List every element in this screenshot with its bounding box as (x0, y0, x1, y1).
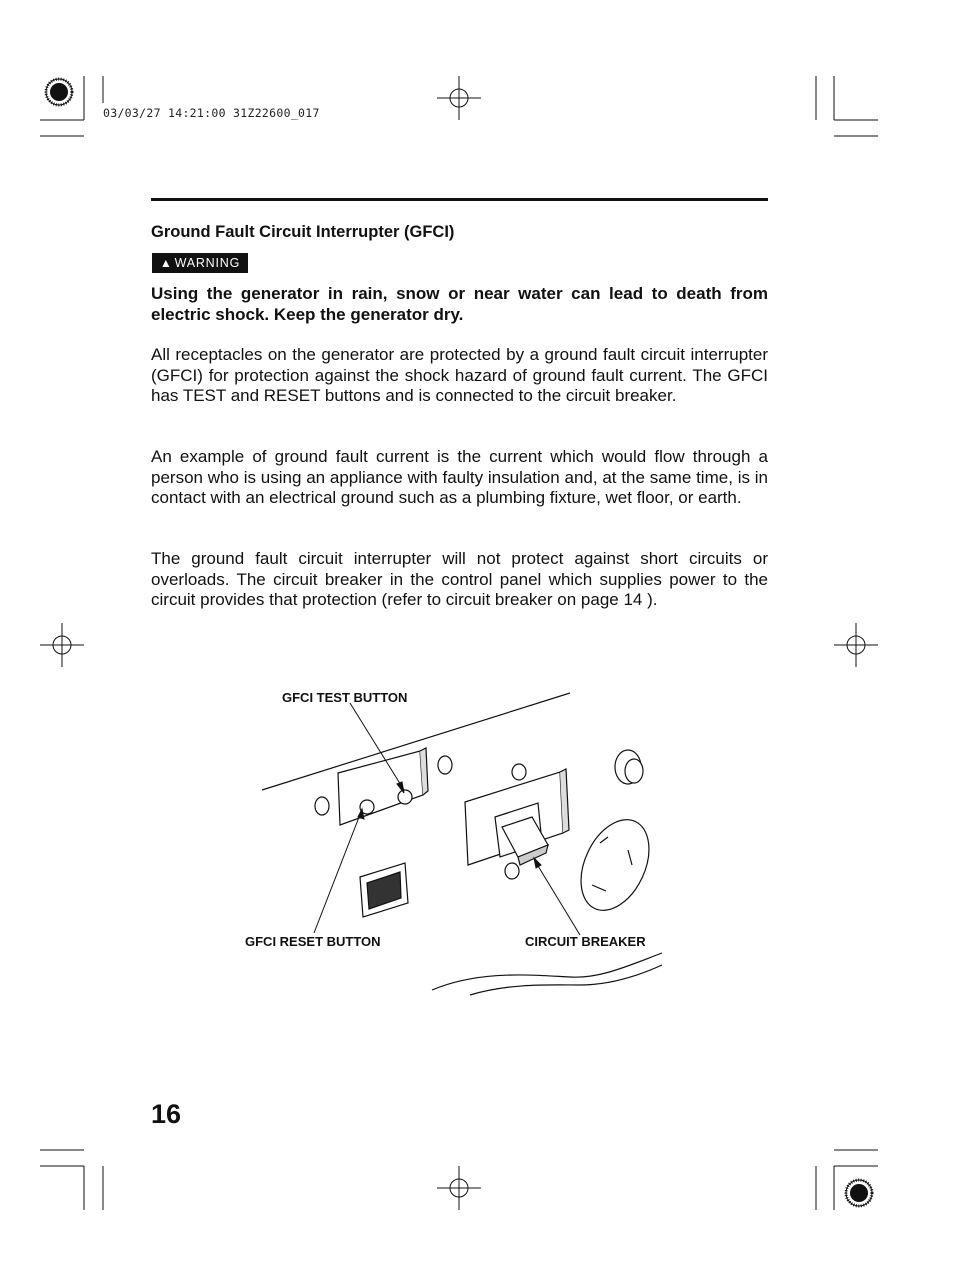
paragraph: All receptacles on the generator are protected by a ground fault circuit interrupter (GFCI) for protection against the shock hazard of ground fault current. The GFCI has TEST and RESET buttons and is connected to the circuit breaker. (151, 345, 768, 405)
registration-target-bottom (437, 1166, 481, 1210)
registration-target-right (834, 623, 878, 667)
callout-gfci-test-button: GFCI TEST BUTTON (282, 690, 408, 705)
callout-gfci-reset-button: GFCI RESET BUTTON (245, 934, 381, 949)
section-title: Ground Fault Circuit Interrupter (GFCI) (151, 223, 455, 241)
gfci-panel-illustration (250, 685, 670, 1005)
receptacle (568, 809, 663, 921)
paragraph: An example of ground fault current is the current which would flow through a person who is using an appliance with faulty insulation and, at the same time, is in contact with an electrical ground such as a plumbing fixture, wet floor, or earth. (151, 447, 768, 507)
page-number: 16 (151, 1099, 182, 1129)
registration-target-top (437, 76, 481, 120)
starburst-mark-top-left (46, 79, 72, 105)
print-timestamp: 03/03/27 14:21:00 31Z22600_017 (103, 106, 320, 120)
starburst-mark-bottom-right (846, 1180, 872, 1206)
warning-badge (152, 253, 248, 273)
warning-triangle-icon: ▲ (159, 256, 173, 270)
gfci-test-knob (398, 790, 412, 804)
registration-target-left (40, 623, 84, 667)
paragraph: The ground fault circuit interrupter will not protect against short circuits or overloads. The circuit breaker in the control panel which supplies power to the circuit provides that protection (refer to circuit breaker on page 14 ). (151, 549, 768, 609)
warning-badge-label: WARNING (174, 256, 241, 270)
section-rule (151, 198, 768, 201)
callout-circuit-breaker: CIRCUIT BREAKER (525, 934, 646, 949)
warning-text: Using the generator in rain, snow or near water can lead to death from electric shock. Keep the generator dry. (151, 284, 768, 324)
